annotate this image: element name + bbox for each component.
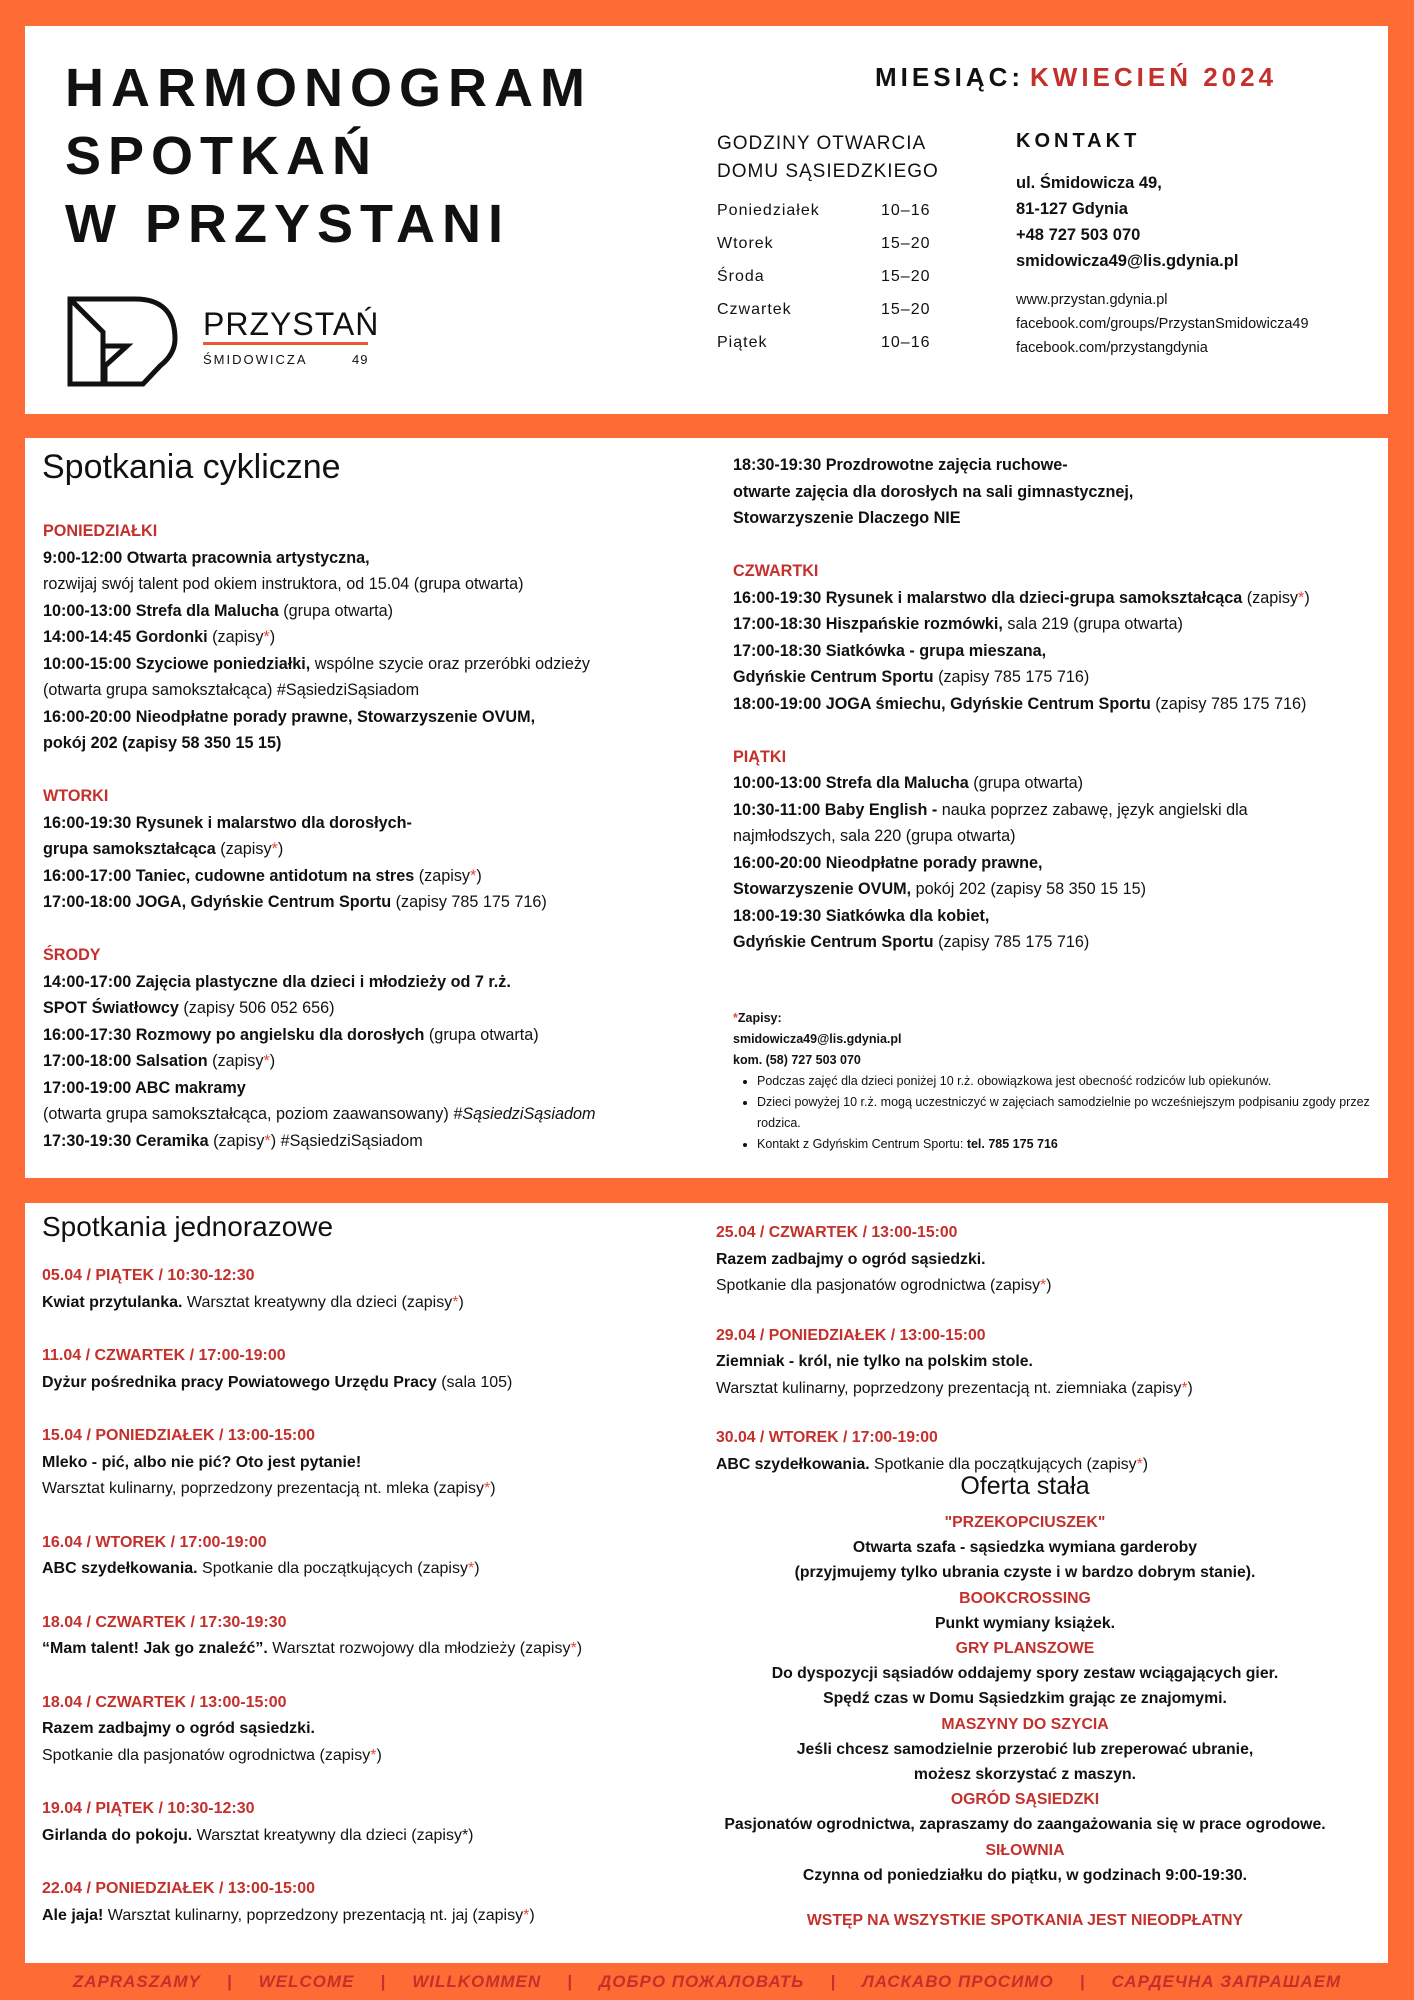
event-desc: Spotkanie dla pasjonatów ogrodnictwa (zapisy (716, 1277, 1041, 1294)
offer-text: Otwarta szafa - sąsiedzka wymiana garderoby (852, 1539, 1198, 1557)
event-desc: Warsztat kreatywny dla dzieci (zapisy (182, 1293, 453, 1311)
event-desc: Warsztat kulinarny, poprzedzony prezentacją nt. jaj (zapisy (103, 1906, 524, 1924)
title-line: SPOTKAŃ (65, 126, 379, 186)
offer-text: (przyjmujemy tylko ubrania czyste i w bardzo dobrym stanie). (794, 1564, 1256, 1582)
item-title: 14:00-14:45 Gordonki (43, 628, 208, 646)
footer-separator: | (567, 1972, 573, 1991)
item-title: 18:30-19:30 Prozdrowotne zajęcia ruchowe- (733, 456, 1068, 474)
event-item (42, 1823, 682, 1850)
list-item (733, 638, 1383, 665)
event-desc: Warsztat kulinarny, poprzedzony prezentacją nt. mleka (zapisy (42, 1480, 484, 1497)
item-desc: sala 219 (grupa otwarta) (1002, 615, 1183, 633)
event-date: 16.04 / WTOREK / 17:00-19:00 (42, 1533, 267, 1551)
event-item (42, 1370, 682, 1397)
event-title: Dyżur pośrednika pracy Powiatowego Urzędu Pracy (42, 1373, 437, 1391)
list-item (43, 969, 703, 996)
item-desc: (zapisy (215, 840, 272, 858)
item-desc: (zapisy 785 175 716) (933, 933, 1090, 951)
item-desc: (zapisy (207, 628, 264, 646)
website-link[interactable]: www.przystan.gdynia.pl (1016, 292, 1168, 308)
page-title (65, 54, 592, 258)
event-item (716, 1377, 1376, 1404)
item-title: 16:00-19:30 Rysunek i malarstwo dla dorosłych- (43, 813, 412, 832)
contact-title: KONTAKT (1016, 130, 1141, 152)
hours-day: Środa (717, 268, 765, 285)
event-item (42, 1556, 682, 1583)
section-title: Spotkania cykliczne (42, 448, 341, 486)
event-desc: Spotkanie dla początkujących (zapisy (869, 1455, 1137, 1473)
footer-separator: | (380, 1972, 387, 1991)
list-item (733, 479, 1383, 506)
event-desc: Spotkanie dla początkujących (zapisy (197, 1560, 468, 1577)
list-item (43, 1048, 703, 1075)
event-desc: Warsztat kreatywny dla dzieci (zapisy*) (192, 1826, 474, 1844)
event-desc: Spotkanie dla pasjonatów ogrodnictwa (zapisy (42, 1746, 371, 1764)
item-title: 18:00-19:00 JOGA śmiechu, Gdyńskie Centrum Sportu (733, 694, 1151, 713)
item-title: 18:00-19:30 Siatkówka dla kobiet, (733, 906, 990, 925)
item-desc: (zapisy 785 175 716) (1150, 694, 1307, 713)
hours-time: 15–20 (881, 235, 931, 252)
offer-heading: SIŁOWNIA (985, 1841, 1065, 1859)
item-desc: (grupa otwarta) (278, 601, 393, 620)
hours-time: 15–20 (881, 301, 931, 318)
hours-time: 10–16 (881, 202, 931, 219)
event-date: 18.04 / CZWARTEK / 13:00-15:00 (42, 1693, 287, 1711)
item-title: Gdyńskie Centrum Sportu (733, 668, 934, 686)
list-item (43, 651, 703, 678)
item-title: SPOT Światłowcy (43, 999, 179, 1017)
asterisk: * (263, 628, 270, 646)
opening-hours-title (717, 130, 939, 186)
cyclic-left-column (43, 518, 703, 1154)
item-desc: (grupa otwarta) (424, 1025, 539, 1044)
free-entry-note: WSTĘP NA WSZYSTKIE SPOTKANIA JEST NIEODPŁATNY (806, 1912, 1244, 1930)
event-desc: ) (529, 1906, 535, 1924)
item-desc: (zapisy (207, 1052, 264, 1070)
event-date: 30.04 / WTOREK / 17:00-19:00 (716, 1429, 938, 1446)
item-desc: (zapisy 785 175 716) (391, 893, 547, 911)
event-desc: ) (474, 1560, 480, 1577)
offer-text: Spędź czas w Domu Sąsiedzkim grając ze znajomymi. (823, 1690, 1227, 1708)
logo-number: 49 (352, 352, 369, 367)
hours-day: Wtorek (717, 235, 774, 252)
event-title: Razem zadbajmy o ogród sąsiedzki. (716, 1250, 986, 1268)
list-item (733, 850, 1383, 877)
event-item (42, 1290, 682, 1317)
event-title: Ziemniak - król, nie tylko na polskim stole. (716, 1353, 1033, 1370)
item-desc: ) (1304, 588, 1310, 607)
event-desc: ) (1187, 1379, 1193, 1397)
event-title: ABC szydełkowania. (42, 1560, 198, 1577)
item-desc: (zapisy 785 175 716) (933, 668, 1090, 686)
day-heading: WTORKI (43, 787, 109, 805)
item-desc: (zapisy (208, 1131, 265, 1150)
event-desc: Warsztat rozwojowy dla młodzieży (zapisy (267, 1640, 571, 1657)
item-desc: ) #SąsiedziSąsiadom (270, 1131, 423, 1150)
item-desc: (zapisy (414, 866, 471, 885)
list-item (43, 1101, 703, 1128)
notes-item: • Dzieci powyżej 10 r.ż. mogą uczestniczyć w zajęciach samodzielnie po wcześniejszym podpisaniu zgody przez rodzica. (757, 1092, 1373, 1134)
title-line: W PRZYSTANI (65, 194, 510, 254)
asterisk: * (1040, 1277, 1047, 1294)
item-desc: ) (277, 840, 284, 858)
asterisk: * (733, 1011, 738, 1025)
item-title: 17:00-18:00 Salsation (43, 1052, 208, 1070)
asterisk: * (263, 1052, 270, 1070)
item-desc: wspólne szycie oraz przeróbki odzieży (310, 654, 591, 673)
notes-item-text: Kontakt z Gdyńskim Centrum Sportu: (757, 1137, 967, 1151)
item-desc: (grupa otwarta) (968, 774, 1083, 792)
footer-separator: | (1079, 1972, 1086, 1991)
facebook-page-link[interactable]: facebook.com/przystangdynia (1016, 340, 1208, 356)
hours-row (717, 334, 957, 367)
item-title: 16:00-19:30 Rysunek i malarstwo dla dzieci-grupa samokształcąca (733, 588, 1243, 607)
item-title: 16:00-20:00 Nieodpłatne porady prawne, (733, 853, 1043, 872)
hours-row (717, 301, 957, 334)
list-item (43, 1022, 703, 1049)
event-date: 25.04 / CZWARTEK / 13:00-15:00 (716, 1224, 958, 1241)
offer-text: możesz skorzystać z maszyn. (913, 1766, 1137, 1784)
item-title: pokój 202 (zapisy 58 350 15 15) (43, 734, 282, 752)
opening-hours-list (717, 202, 957, 367)
asterisk: * (483, 1480, 491, 1497)
event-desc: ) (1142, 1455, 1148, 1473)
hours-title-line: DOMU SĄSIEDZKIEGO (717, 161, 939, 182)
list-item (43, 889, 703, 916)
offer-text: Jeśli chcesz samodzielnie przerobić lub zreperować ubranie, (796, 1740, 1254, 1758)
list-item (43, 624, 703, 651)
list-item (43, 704, 703, 731)
offer-title: Oferta stała (960, 1472, 1090, 1500)
item-title: Stowarzyszenie OVUM, (733, 880, 912, 898)
item-desc: ) (476, 866, 482, 885)
item-desc: (zapisy (1242, 588, 1299, 607)
list-item (43, 1075, 703, 1102)
one-off-left-column (42, 1263, 682, 1929)
list-item (733, 664, 1383, 691)
contact-address: ul. Śmidowicza 49, (1016, 174, 1162, 192)
list-item (43, 677, 703, 704)
event-title: “Mam talent! Jak go znaleźć”. (42, 1640, 268, 1657)
offer-heading: GRY PLANSZOWE (955, 1640, 1095, 1658)
event-item (716, 1248, 1376, 1275)
asterisk: * (264, 1131, 271, 1150)
notes-item (757, 1134, 1373, 1155)
item-title: 17:00-18:30 Hiszpańskie rozmówki, (733, 615, 1003, 633)
item-desc: (zapisy 506 052 656) (178, 999, 335, 1017)
event-desc: ) (1046, 1277, 1052, 1294)
item-title: 17:30-19:30 Ceramika (43, 1131, 209, 1150)
offer-text: Czynna od poniedziałku do piątku, w godzinach 9:00-19:30. (802, 1866, 1248, 1884)
asterisk: * (470, 866, 477, 885)
offer-heading: OGRÓD SĄSIEDZKI (950, 1791, 1100, 1809)
offer-text: Punkt wymiany książek. (935, 1614, 1115, 1632)
footer-greeting: WELCOME (258, 1972, 355, 1991)
event-desc: (sala 105) (436, 1373, 513, 1391)
event-desc: ) (458, 1293, 464, 1311)
header-card (25, 26, 1388, 414)
contact-city: 81-127 Gdynia (1016, 200, 1128, 218)
item-title: 16:00-17:00 Taniec, cudowne antidotum na stres (43, 866, 415, 885)
day-heading: CZWARTKI (733, 562, 819, 580)
hours-day: Czwartek (717, 301, 792, 318)
event-item (42, 1903, 682, 1930)
signup-notes (733, 1008, 1373, 1155)
logo-word: PRZYSTAŃ (203, 306, 380, 342)
footer-separator: | (830, 1972, 837, 1991)
footer-welcome-strip (0, 1972, 1414, 1992)
item-title: 14:00-17:00 Zajęcia plastyczne dla dzieci i młodzieży od 7 r.ż. (43, 972, 511, 991)
permanent-offer (685, 1468, 1365, 1933)
notes-phone: kom. (58) 727 503 070 (733, 1053, 861, 1067)
list-item (43, 836, 703, 863)
list-item (733, 876, 1383, 903)
list-item (733, 505, 1383, 532)
asterisk: * (1298, 588, 1305, 607)
item-title: 9:00-12:00 Otwarta pracownia artystyczna, (43, 548, 370, 567)
offer-heading: MASZYNY DO SZYCIA (941, 1715, 1109, 1733)
list-item (43, 730, 703, 757)
event-item (42, 1450, 682, 1477)
contact-email[interactable]: smidowicza49@lis.gdynia.pl (1016, 252, 1239, 270)
przystan-logo (65, 294, 380, 394)
offer-text: Pasjonatów ogrodnictwa, zapraszamy do zaangażowania się w prace ogrodowe. (724, 1816, 1326, 1834)
list-item (733, 770, 1383, 797)
event-date: 18.04 / CZWARTEK / 17:30-19:30 (42, 1613, 287, 1631)
footer-greeting: ДОБРО ПОЖАЛОВАТЬ (598, 1972, 805, 1991)
asterisk: * (570, 1640, 577, 1657)
asterisk: * (271, 840, 278, 858)
event-title: Girlanda do pokoju. (42, 1826, 193, 1844)
facebook-group-link[interactable]: facebook.com/groups/PrzystanSmidowicza49 (1016, 316, 1309, 332)
item-desc: (otwarta grupa samokształcąca, poziom zaawansowany) (43, 1105, 454, 1123)
item-title: 17:00-18:30 Siatkówka - grupa mieszana, (733, 641, 1047, 660)
asterisk: * (452, 1293, 459, 1311)
event-date: 29.04 / PONIEDZIAŁEK / 13:00-15:00 (716, 1326, 986, 1344)
item-desc: ) (269, 1052, 276, 1070)
item-title: 16:00-17:30 Rozmowy po angielsku dla dorosłych (43, 1025, 425, 1044)
item-desc: (otwarta grupa samokształcąca) #SąsiedziSąsiadom (43, 681, 420, 699)
event-item (42, 1743, 682, 1770)
day-heading: PIĄTKI (733, 747, 787, 766)
hours-row (717, 235, 957, 268)
list-item (733, 452, 1383, 479)
item-desc: ) (269, 628, 276, 646)
month-label (875, 62, 1277, 93)
event-title: Mleko - pić, albo nie pić? Oto jest pytanie! (42, 1453, 362, 1471)
hours-time: 10–16 (881, 334, 931, 351)
list-item (43, 1128, 703, 1155)
hours-day: Poniedziałek (717, 202, 820, 219)
offer-lines (685, 1510, 1365, 1888)
footer-greeting: ЛАСКАВО ПРОСИМО (862, 1972, 1054, 1991)
item-desc: pokój 202 (zapisy 58 350 15 15) (911, 880, 1147, 898)
hours-title-line: GODZINY OTWARCIA (717, 133, 927, 154)
cyclic-right-column (733, 452, 1383, 956)
logo-subtitle: ŚMIDOWICZA (203, 352, 308, 367)
list-item (43, 810, 703, 837)
hours-day: Piątek (717, 334, 768, 351)
asterisk: * (523, 1906, 530, 1924)
notes-title: Zapisy: (737, 1011, 782, 1025)
event-date: 11.04 / CZWARTEK / 17:00-19:00 (42, 1347, 286, 1364)
one-off-meetings-card (25, 1203, 1388, 1963)
item-title: otwarte zajęcia dla dorosłych na sali gimnastycznej, (733, 482, 1134, 501)
month-label-text: MIESIĄC: (875, 62, 1024, 92)
item-title: 10:00-13:00 Strefa dla Malucha (43, 601, 279, 620)
offer-text: Do dyspozycji sąsiadów oddajemy spory zestaw wciągających gier. (771, 1665, 1279, 1683)
contact-links (1016, 288, 1309, 360)
list-item (43, 863, 703, 890)
logo-mark-icon (65, 294, 185, 390)
event-date: 22.04 / PONIEDZIAŁEK / 13:00-15:00 (42, 1880, 315, 1897)
list-item (43, 598, 703, 625)
item-desc: nauka poprzez zabawę, język angielski dla (937, 800, 1248, 819)
event-desc: ) (376, 1746, 382, 1764)
asterisk: * (1136, 1455, 1143, 1473)
item-desc: rozwijaj swój talent pod okiem instruktora, od 15.04 (grupa otwarta) (43, 575, 524, 593)
list-item (43, 545, 703, 572)
event-title: ABC szydełkowania. (716, 1455, 870, 1473)
list-item (733, 823, 1383, 850)
list-item (43, 995, 703, 1022)
event-title: Kwiat przytulanka. (42, 1293, 183, 1311)
item-title: 10:00-13:00 Strefa dla Malucha (733, 774, 969, 792)
event-item (42, 1716, 682, 1743)
event-item (716, 1350, 1376, 1377)
list-item (733, 929, 1383, 956)
event-desc: ) (490, 1480, 496, 1497)
event-item (716, 1274, 1376, 1301)
event-item (42, 1476, 682, 1503)
event-title: Razem zadbajmy o ogród sąsiedzki. (42, 1720, 315, 1737)
item-hashtag: #SąsiedziSąsiadom (453, 1105, 596, 1123)
cyclic-meetings-card (25, 438, 1388, 1178)
day-heading: PONIEDZIAŁKI (43, 522, 158, 540)
item-desc: najmłodszych, sala 220 (grupa otwarta) (733, 827, 1016, 845)
footer-greeting: WILLKOMMEN (412, 1972, 542, 1991)
item-title: 10:30-11:00 Baby English - (733, 800, 938, 819)
event-item (42, 1636, 682, 1663)
offer-heading: "PRZEKOPCIUSZEK" (944, 1514, 1106, 1531)
notes-email[interactable]: smidowicza49@lis.gdynia.pl (733, 1032, 902, 1046)
hours-row (717, 202, 957, 235)
notes-item-phone: tel. 785 175 716 (966, 1137, 1058, 1151)
event-date: 05.04 / PIĄTEK / 10:30-12:30 (42, 1267, 255, 1284)
item-title: 17:00-18:00 JOGA, Gdyńskie Centrum Sportu (43, 893, 392, 911)
logo-underline (203, 342, 368, 345)
hours-row (717, 268, 957, 301)
event-date: 15.04 / PONIEDZIAŁEK / 13:00-15:00 (42, 1427, 315, 1444)
offer-heading: BOOKCROSSING (959, 1589, 1091, 1607)
item-title: Gdyńskie Centrum Sportu (733, 933, 934, 951)
event-title: Ale jaja! (42, 1906, 104, 1924)
item-title: grupa samokształcąca (43, 840, 216, 858)
item-title: 17:00-19:00 ABC makramy (43, 1078, 246, 1097)
month-value: KWIECIEŃ 2024 (1030, 62, 1278, 92)
list-item (733, 611, 1383, 638)
item-title: 16:00-20:00 Nieodpłatne porady prawne, Stowarzyszenie OVUM, (43, 707, 536, 726)
asterisk: * (467, 1560, 475, 1577)
day-heading: ŚRODY (43, 946, 101, 964)
list-item (733, 585, 1383, 612)
list-item (733, 903, 1383, 930)
item-title: Stowarzyszenie Dlaczego NIE (733, 509, 961, 527)
event-date: 19.04 / PIĄTEK / 10:30-12:30 (42, 1800, 255, 1817)
event-desc: Warsztat kulinarny, poprzedzony prezentacją nt. ziemniaka (zapisy (716, 1379, 1182, 1397)
asterisk: * (370, 1746, 377, 1764)
footer-greeting: ZAPRASZAMY (72, 1972, 201, 1991)
notes-list (757, 1071, 1373, 1155)
one-off-right-column (716, 1221, 1376, 1479)
list-item (733, 797, 1383, 824)
contact-info (1016, 170, 1238, 274)
section-title: Spotkania jednorazowe (42, 1211, 334, 1242)
list-item (733, 691, 1383, 718)
title-line: HARMONOGRAM (65, 58, 592, 118)
asterisk: * (1181, 1379, 1188, 1397)
list-item (43, 571, 703, 598)
hours-time: 15–20 (881, 268, 931, 285)
notes-item: • Podczas zajęć dla dzieci poniżej 10 r.ż. obowiązkowa jest obecność rodziców lub opiekunów. (757, 1071, 1373, 1092)
contact-phone: +48 727 503 070 (1016, 226, 1141, 244)
item-title: 10:00-15:00 Szyciowe poniedziałki, (43, 654, 311, 673)
event-desc: ) (576, 1640, 583, 1657)
footer-separator: | (226, 1972, 233, 1991)
footer-greeting: САРДЕЧНА ЗАПРАШАЕМ (1111, 1972, 1342, 1991)
